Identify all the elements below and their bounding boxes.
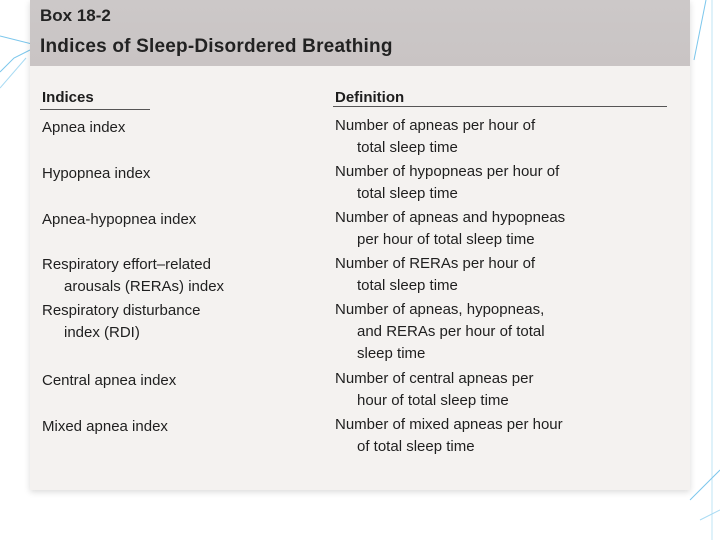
index-cell-hypopnea <box>42 163 312 185</box>
index-line: arousals (RERAs) index <box>64 278 225 295</box>
index-cell-central-apnea <box>42 370 312 392</box>
index-line: Central apnea index <box>42 372 177 389</box>
index-cell-mixed-apnea <box>42 416 312 438</box>
definition-cell-central-apnea <box>335 368 680 412</box>
box-number: Box 18-2 <box>40 6 111 25</box>
definition-column-header: Definition <box>335 89 405 106</box>
definition-line: hour of total sleep time <box>357 392 509 409</box>
definition-cell-mixed-apnea <box>335 414 680 458</box>
definition-line: Number of apneas and hypopneas <box>335 209 566 226</box>
definition-cell-hypopnea <box>335 161 680 205</box>
definition-cell-rdi <box>335 299 680 365</box>
box-header <box>30 0 690 66</box>
index-line: Hypopnea index <box>42 165 151 182</box>
definition-line: Number of apneas, hypopneas, <box>335 301 545 318</box>
index-cell-rera <box>42 254 312 298</box>
definition-line: total sleep time <box>357 139 458 156</box>
index-line: Respiratory effort–related <box>42 256 211 273</box>
box-card <box>30 0 690 490</box>
definition-header-rule <box>333 106 667 107</box>
definition-cell-apnea-hypopnea <box>335 207 680 251</box>
index-line: index (RDI) <box>64 324 140 341</box>
definition-line: sleep time <box>357 345 426 362</box>
index-line: Apnea-hypopnea index <box>42 211 197 228</box>
definition-line: Number of apneas per hour of <box>335 117 536 134</box>
index-cell-apnea-hypopnea <box>42 209 312 231</box>
indices-header-rule <box>40 109 150 110</box>
definition-line: Number of central apneas per <box>335 370 534 387</box>
definition-line: Number of mixed apneas per hour <box>335 416 563 433</box>
box-title: Indices of Sleep-Disordered Breathing <box>40 36 393 57</box>
definition-line: Number of RERAs per hour of <box>335 255 536 272</box>
definition-line: per hour of total sleep time <box>357 231 535 248</box>
index-line: Mixed apnea index <box>42 418 168 435</box>
index-cell-rdi <box>42 300 312 344</box>
index-cell-apnea <box>42 117 312 139</box>
index-line: Respiratory disturbance <box>42 302 201 319</box>
index-line: Apnea index <box>42 119 126 136</box>
indices-column-header: Indices <box>42 89 94 106</box>
definition-cell-apnea <box>335 115 680 159</box>
definition-line: total sleep time <box>357 277 458 294</box>
definition-line: of total sleep time <box>357 438 475 455</box>
definition-line: Number of hypopneas per hour of <box>335 163 560 180</box>
definition-line: total sleep time <box>357 185 458 202</box>
definition-cell-rera <box>335 253 680 297</box>
definition-line: and RERAs per hour of total <box>357 323 545 340</box>
